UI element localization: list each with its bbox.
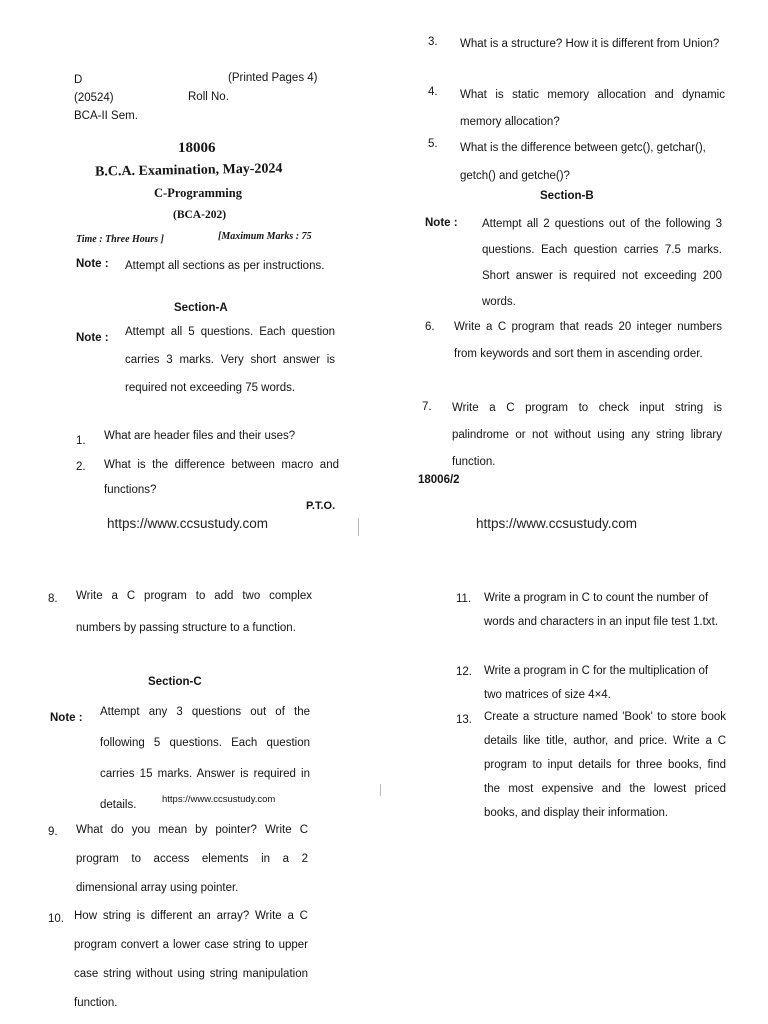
question-number: 12. — [456, 666, 472, 678]
question-5: What is the difference between getc(), getchar(), getch() and getche()? — [460, 142, 706, 182]
header-d: D — [74, 74, 83, 86]
exam-title: B.C.A. Examination, May-2024 — [94, 161, 283, 180]
question-number: 5. — [428, 138, 438, 150]
section-a-note: Attempt all 5 questions. Each question carries 3 marks. Very short answer is required not exceeding 75 words. — [125, 326, 335, 394]
subject-title: C-Programming — [154, 186, 242, 200]
section-a-heading: Section-A — [174, 302, 228, 314]
question-7: Write a C program to check input string is palindrome or not without using any string library function. — [452, 402, 722, 468]
question-number: 1. — [76, 435, 86, 447]
question-number: 7. — [422, 401, 432, 413]
question-number: 4. — [428, 86, 438, 98]
note-label: Note : — [76, 258, 109, 270]
semester: BCA-II Sem. — [74, 110, 138, 122]
question-number: 11. — [456, 593, 472, 605]
paper-number: 18006 — [178, 140, 216, 156]
question-number: 13. — [456, 714, 472, 726]
question-1: What are header files and their uses? — [104, 430, 296, 442]
note-label: Note : — [425, 217, 458, 229]
question-number: 8. — [48, 593, 58, 605]
note-text: Attempt all sections as per instructions. — [125, 260, 325, 272]
section-b-heading: Section-B — [540, 190, 594, 202]
page-footer: 18006/2 — [418, 474, 460, 486]
question-4: What is static memory allocation and dynamic memory allocation? — [460, 89, 725, 128]
section-c-heading: Section-C — [148, 676, 202, 688]
note-label: Note : — [76, 332, 109, 344]
watermark-url[interactable]: https://www.ccsustudy.com — [476, 516, 638, 531]
question-11: Write a program in C to count the number of words and characters in an input file test 1.txt. — [484, 592, 718, 628]
question-number: 9. — [48, 826, 58, 838]
question-13: Create a structure named 'Book' to store book details like title, author, and price. Write a C program to input details for three books, find the most expensive and the lowest priced books, and display their information. — [484, 711, 726, 819]
note-label: Note : — [50, 712, 83, 724]
subject-code: (BCA-202) — [173, 209, 227, 221]
question-3: What is a structure? How it is different from Union? — [460, 38, 720, 50]
question-10: How string is different an array? Write a C program convert a lower case string to upper case string without using string manipulation function. — [74, 910, 308, 1009]
printed-pages: (Printed Pages 4) — [228, 72, 318, 84]
question-2: What is the difference between macro and functions? — [104, 459, 339, 496]
page-fold-mark — [380, 784, 381, 796]
page-fold-mark — [358, 518, 359, 536]
question-number: 2. — [76, 461, 86, 473]
question-number: 3. — [428, 36, 438, 48]
question-12: Write a program in C for the multiplication of two matrices of size 4×4. — [484, 665, 709, 701]
question-6: Write a C program that reads 20 integer numbers from keywords and sort them in ascending order. — [454, 321, 722, 360]
section-c-note: Attempt any 3 questions out of the following 5 questions. Each question carries 15 marks. Answer is required in details. — [100, 706, 310, 811]
paper-code: (20524) — [74, 92, 114, 104]
question-9: What do you mean by pointer? Write C program to access elements in a 2 dimensional array using pointer. — [76, 824, 308, 894]
question-number: 6. — [425, 321, 435, 333]
time-allowed: Time : Three Hours ] — [76, 234, 164, 245]
question-8: Write a C program to add two complex numbers by passing structure to a function. — [76, 590, 312, 634]
small-watermark-url[interactable]: https://www.ccsustudy.com — [162, 794, 276, 805]
roll-no-label: Roll No. — [188, 91, 229, 103]
section-b-note: Attempt all 2 questions out of the following 3 questions. Each question carries 7.5 marks. Short answer is required not exceeding 200 words. — [482, 218, 722, 308]
question-number: 10. — [48, 913, 64, 925]
maximum-marks: [Maximum Marks : 75 — [218, 231, 312, 242]
pto: P.T.O. — [306, 500, 336, 512]
watermark-url[interactable]: https://www.ccsustudy.com — [107, 516, 269, 531]
